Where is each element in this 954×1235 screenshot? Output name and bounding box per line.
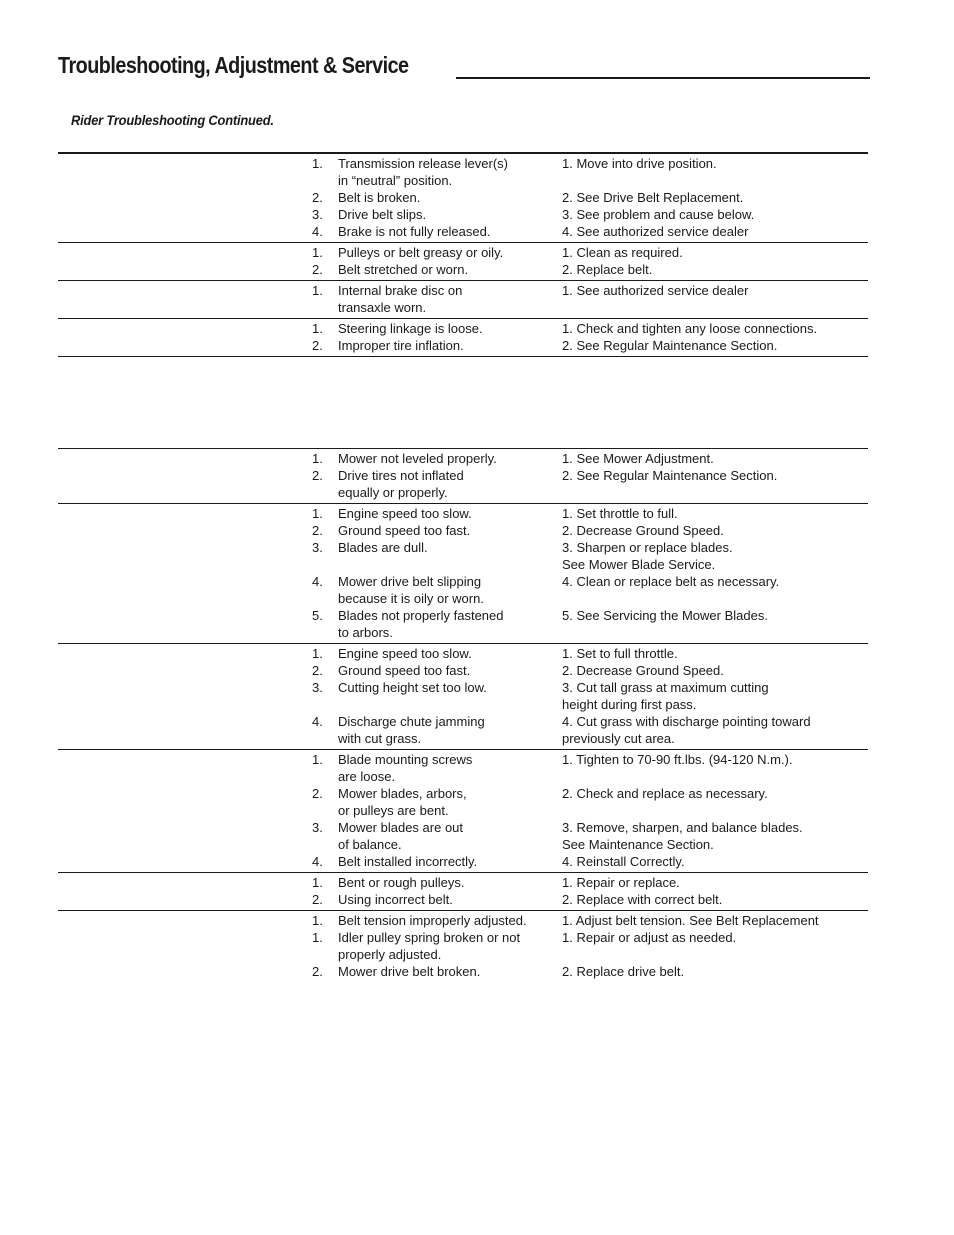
cause-number: 1. [312,245,323,260]
cause-number: 2. [312,190,323,205]
section-subtitle: Rider Troubleshooting Continued. [71,112,274,128]
cause-number: 1. [312,283,323,298]
remedy-text: 1. Repair or adjust as needed. [562,930,737,945]
remedy-text: 1. Repair or replace. [562,875,680,890]
table-row [58,751,868,785]
cause-text: Cutting height set too low. [338,680,487,695]
cause-number: 1. [312,321,323,336]
remedy-text: 1. Clean as required. [562,245,683,260]
cause-number: 3. [312,680,323,695]
cause-number: 2. [312,523,323,538]
cause-text: Belt stretched or worn. [338,262,469,277]
cause-number: 5. [312,608,323,623]
remedy-text: 4. Reinstall Correctly. [562,854,685,869]
problem-section [58,318,868,356]
table-row [58,337,868,354]
table-row [58,713,868,747]
table-row [58,645,868,662]
cause-text: Belt installed incorrectly. [338,854,478,869]
cause-text: Mower drive belt broken. [338,964,481,979]
troubleshooting-table-mower [58,448,868,982]
table-row [58,189,868,206]
remedy-text: 4. Clean or replace belt as necessary. [562,574,780,589]
cause-number: 4. [312,574,323,589]
table-row [58,891,868,908]
remedy-text: 1. Tighten to 70-90 ft.lbs. (94-120 N.m.). [562,752,793,767]
table-row [58,261,868,278]
remedy-text: 1. Check and tighten any loose connections. [562,321,818,336]
table-row [58,662,868,679]
cause-number: 1. [312,875,323,890]
cause-text: Drive tires not inflated equally or properly. [338,468,464,500]
cause-number: 3. [312,540,323,555]
cause-text: Pulleys or belt greasy or oily. [338,245,504,260]
remedy-text: 2. See Regular Maintenance Section. [562,468,778,483]
table-row [58,607,868,641]
cause-number: 2. [312,262,323,277]
table-row [58,912,868,929]
remedy-text: 2. Replace with correct belt. [562,892,723,907]
remedy-text: 1. See authorized service dealer [562,283,749,298]
table-row [58,679,868,713]
remedy-text: 3. Cut tall grass at maximum cutting height during first pass. [562,680,769,712]
table-row [58,223,868,240]
cause-number: 3. [312,820,323,835]
troubleshooting-table-drive [58,152,868,357]
cause-text: Ground speed too fast. [338,663,471,678]
cause-text: Brake is not fully released. [338,224,491,239]
remedy-text: 1. Set to full throttle. [562,646,678,661]
table-row [58,539,868,573]
table-row [58,155,868,189]
remedy-text: 4. Cut grass with discharge pointing toward previously cut area. [562,714,811,746]
table-row [58,206,868,223]
remedy-text: 2. Check and replace as necessary. [562,786,768,801]
remedy-text: 4. See authorized service dealer [562,224,749,239]
remedy-text: 3. Remove, sharpen, and balance blades. See Maintenance Section. [562,820,803,852]
cause-number: 2. [312,468,323,483]
remedy-text: 1. Adjust belt tension. See Belt Replacement [562,913,819,928]
table-bottom-rule [58,356,868,357]
table-row [58,282,868,316]
cause-text: Bent or rough pulleys. [338,875,465,890]
table-row [58,573,868,607]
problem-section [58,242,868,280]
cause-number: 4. [312,714,323,729]
cause-number: 1. [312,451,323,466]
cause-text: Blade mounting screws are loose. [338,752,473,784]
cause-number: 1. [312,913,323,928]
cause-text: Mower not leveled properly. [338,451,497,466]
problem-section [58,280,868,318]
cause-text: Improper tire inflation. [338,338,464,353]
cause-text: Mower blades are out of balance. [338,820,464,852]
remedy-text: 2. Replace drive belt. [562,964,685,979]
cause-number: 2. [312,786,323,801]
cause-number: 2. [312,663,323,678]
problem-section [58,448,868,503]
table-row [58,819,868,853]
cause-text: Drive belt slips. [338,207,427,222]
table-row [58,963,868,980]
cause-number: 3. [312,207,323,222]
table-row [58,522,868,539]
remedy-text: 2. Decrease Ground Speed. [562,663,724,678]
table-row [58,505,868,522]
problem-section [58,749,868,872]
table-row [58,320,868,337]
cause-text: Discharge chute jamming with cut grass. [338,714,485,746]
remedy-text: 1. See Mower Adjustment. [562,451,714,466]
table-row [58,853,868,870]
problem-section [58,910,868,982]
cause-number: 1. [312,506,323,521]
cause-number: 2. [312,338,323,353]
cause-text: Blades are dull. [338,540,428,555]
cause-number: 1. [312,156,323,171]
problem-section [58,152,868,242]
remedy-text: 1. Set throttle to full. [562,506,678,521]
table-row [58,244,868,261]
remedy-text: 3. Sharpen or replace blades. See Mower Blade Service. [562,540,733,572]
problem-section [58,643,868,749]
remedy-text: 2. Replace belt. [562,262,653,277]
cause-text: Belt is broken. [338,190,421,205]
cause-text: Belt tension improperly adjusted. [338,913,527,928]
problem-section [58,872,868,910]
cause-number: 1. [312,752,323,767]
remedy-text: 2. See Regular Maintenance Section. [562,338,778,353]
cause-text: Blades not properly fastened to arbors. [338,608,504,640]
cause-text: Ground speed too fast. [338,523,471,538]
cause-number: 4. [312,224,323,239]
problem-section [58,503,868,643]
cause-number: 2. [312,964,323,979]
remedy-text: 5. See Servicing the Mower Blades. [562,608,768,623]
title-rule [456,77,870,79]
remedy-text: 2. Decrease Ground Speed. [562,523,724,538]
table-row [58,785,868,819]
cause-text: Steering linkage is loose. [338,321,483,336]
cause-text: Using incorrect belt. [338,892,453,907]
cause-text: Idler pulley spring broken or not properly adjusted. [338,930,521,962]
table-row [58,874,868,891]
table-row [58,450,868,467]
cause-number: 1. [312,646,323,661]
cause-text: Transmission release lever(s) in “neutral” position. [338,156,509,188]
cause-text: Internal brake disc on transaxle worn. [338,283,463,315]
cause-text: Mower drive belt slipping because it is oily or worn. [338,574,484,606]
remedy-text: 3. See problem and cause below. [562,207,755,222]
cause-text: Engine speed too slow. [338,646,472,661]
cause-text: Mower blades, arbors, or pulleys are bent. [338,786,467,818]
remedy-text: 2. See Drive Belt Replacement. [562,190,744,205]
table-row [58,467,868,501]
table-row [58,929,868,963]
cause-text: Engine speed too slow. [338,506,472,521]
page-header [58,52,870,82]
cause-number: 1. [312,930,323,945]
cause-number: 4. [312,854,323,869]
page-title: Troubleshooting, Adjustment & Service [58,52,409,78]
cause-number: 2. [312,892,323,907]
remedy-text: 1. Move into drive position. [562,156,717,171]
